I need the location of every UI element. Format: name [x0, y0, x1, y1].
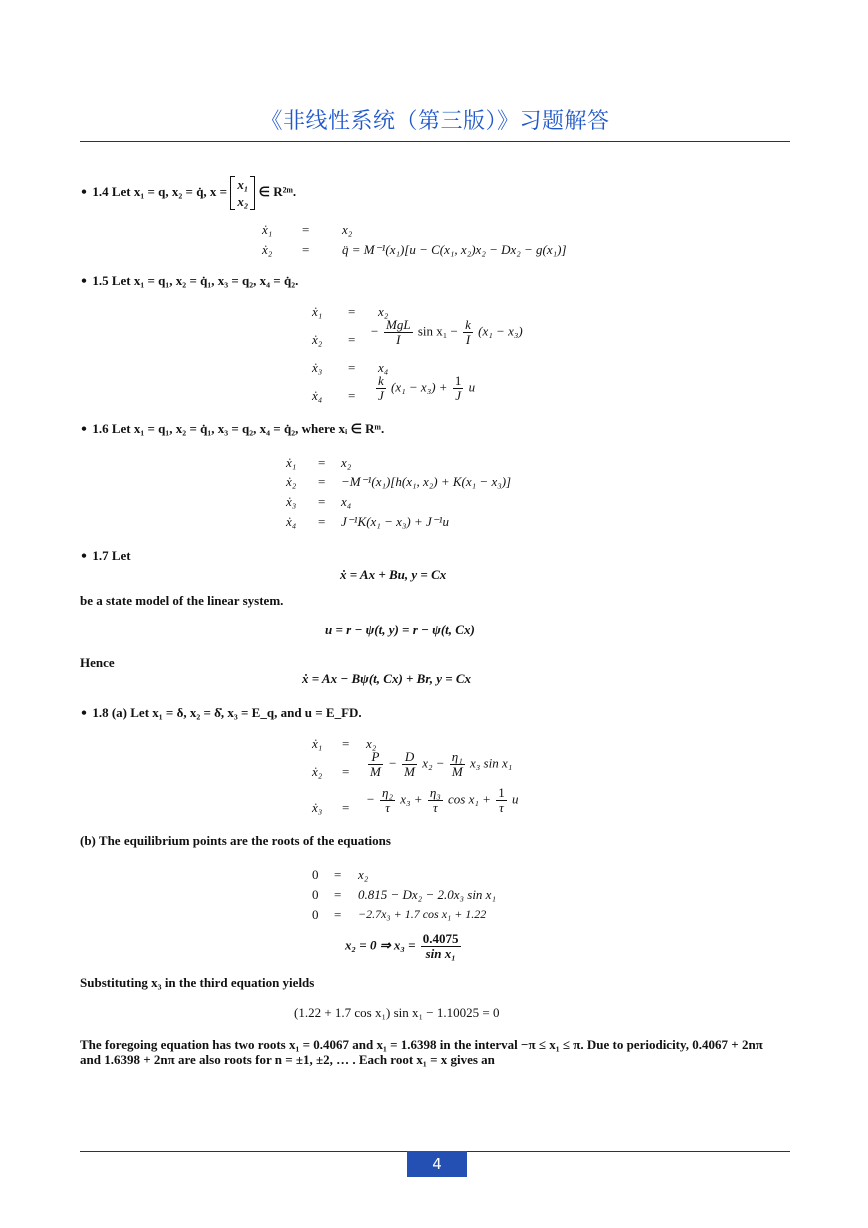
eq-1-6-1-lhs: ẋ₁ — [286, 455, 297, 470]
bullet-icon: • — [80, 273, 93, 288]
denominator: sin x₁ — [425, 946, 456, 961]
numerator: η₁ — [451, 749, 463, 764]
numerator: 0.4075 — [422, 931, 459, 946]
eq-1-8b-1-lhs: 0 — [312, 867, 319, 882]
eq-1-6-4-lhs: ẋ₄ — [286, 514, 297, 529]
eq-1-7-input: u = r − ψ(t, y) = r − ψ(t, Cx) — [325, 622, 475, 637]
eq-1-5-4-rhs — [374, 374, 475, 403]
denominator: I — [396, 332, 401, 347]
state-vector-matrix — [230, 176, 255, 210]
fraction — [384, 318, 413, 347]
eq-1-4-2-lhs: ẋ₂ — [262, 242, 273, 257]
numerator: k — [465, 317, 471, 332]
eq-1-8b-3-rel: = — [334, 907, 342, 922]
eq-1-5-2-rel: = — [348, 332, 356, 347]
eq-1-8-2-lhs: ẋ₂ — [312, 764, 323, 779]
fraction — [421, 932, 461, 961]
minus-sign: − — [370, 323, 379, 339]
eq-1-8b-1-rel: = — [334, 867, 342, 882]
numerator: D — [402, 750, 417, 765]
eq-1-4-1-lhs: ẋ₁ — [262, 222, 273, 237]
term-text: − — [388, 755, 397, 771]
minus-sign: − — [366, 791, 375, 807]
eq-1-6-2-lhs: ẋ₂ — [286, 474, 297, 489]
numerator: k — [378, 373, 384, 388]
problem-1-7-text1: be a state model of the linear system. — [80, 593, 284, 608]
fraction — [402, 750, 417, 779]
eq-1-6-1-rel: = — [318, 455, 326, 470]
problem-1-8-sub-text: Substituting x₃ in the third equation yields — [80, 975, 315, 990]
eq-1-8b-1-rhs: x₂ — [358, 867, 369, 882]
eq-1-4-2-rhs: q̈ = M⁻¹(x₁)[u − C(x₁, x₂)x₂ − Dx₂ − g(x₁)] — [342, 242, 567, 257]
eq-1-7-closed-loop: ẋ = Ax − Bψ(t, Cx) + Br, y = Cx — [302, 671, 472, 686]
eq-1-8-implication — [345, 932, 463, 961]
eq-1-8-2-rhs — [366, 750, 512, 779]
numerator: P — [368, 750, 383, 765]
numerator: 1 — [498, 785, 505, 800]
fraction — [380, 786, 395, 815]
term-text: u — [468, 379, 476, 395]
eq-1-4-1-rel: = — [302, 222, 310, 237]
problem-1-5-intro-text: 1.5 Let x₁ = q₁, x₂ = q̇₁, x₃ = q₂, x₄ = q̇₂. — [92, 273, 299, 288]
problem-1-7-intro-text: 1.7 Let — [92, 548, 131, 563]
bullet-icon: • — [80, 421, 93, 436]
eq-1-6-2-rel: = — [318, 474, 326, 489]
bullet-icon: • — [80, 183, 93, 199]
term-text: u — [511, 791, 519, 807]
term-text: x₂ − — [422, 755, 445, 771]
fraction — [428, 786, 443, 815]
eq-1-8-3-rel: = — [342, 800, 350, 815]
eq-1-5-4-lhs: ẋ₄ — [312, 388, 323, 403]
eq-1-6-4-rhs: J⁻¹K(x₁ − x₃) + J⁻¹u — [341, 514, 450, 529]
fraction — [496, 786, 507, 815]
fraction — [376, 374, 386, 403]
problem-1-5-intro — [80, 273, 298, 289]
term-text: (x₁ − x₃) — [478, 323, 523, 339]
denominator: I — [465, 332, 471, 347]
problem-1-8-b-text: (b) The equilibrium points are the roots of the equations — [80, 833, 391, 848]
denominator: M — [451, 764, 463, 779]
matrix-entry-x1: x₁ — [237, 177, 249, 192]
eq-1-8-1-rel: = — [342, 736, 350, 751]
eq-1-8-3-rhs — [366, 786, 518, 815]
page-number: 4 — [407, 1151, 467, 1177]
eq-1-6-1-rhs: x₂ — [341, 455, 352, 470]
eq-1-8b-2-rel: = — [334, 887, 342, 902]
problem-1-4-intro-end: ∈ R²ᵐ. — [258, 183, 297, 199]
term-text: x₂ = 0 ⇒ x₃ = — [345, 937, 416, 953]
eq-1-8-1-lhs: ẋ₁ — [312, 736, 323, 751]
eq-1-6-3-lhs: ẋ₃ — [286, 494, 297, 509]
denominator: J — [378, 388, 384, 403]
fraction — [368, 750, 383, 779]
eq-1-6-3-rel: = — [318, 494, 326, 509]
problem-1-7-text2: Hence — [80, 655, 115, 670]
eq-1-8-2-rel: = — [342, 764, 350, 779]
eq-1-5-4-rel: = — [348, 388, 356, 403]
bullet-icon: • — [80, 548, 93, 563]
problem-1-4-intro — [80, 176, 296, 210]
problem-1-4-intro-text: 1.4 Let x₁ = q, x₂ = q̇, x = — [92, 183, 228, 199]
denominator: M — [370, 764, 381, 779]
eq-1-5-2-rhs — [370, 318, 523, 347]
eq-1-6-2-rhs: −M⁻¹(x₁)[h(x₁, x₂) + K(x₁ − x₃)] — [341, 474, 512, 489]
fraction — [450, 750, 465, 779]
eq-1-5-3-lhs: ẋ₃ — [312, 360, 323, 375]
eq-1-5-3-rel: = — [348, 360, 356, 375]
eq-1-8b-3-lhs: 0 — [312, 907, 319, 922]
matrix-entry-x2: x₂ — [237, 194, 249, 209]
term-text: x₃ + — [400, 791, 423, 807]
problem-1-8-paragraph: The foregoing equation has two roots x₁ = 0.4067 and x₁ = 1.6398 in the interval −π ≤ x₁ ≤ π. Due to periodicity, 0.4067 + 2nπ and 1.6398 + 2nπ are also roots for n = ±1, ±2, … . Each root x₁ = x gives an — [80, 1037, 763, 1067]
numerator: η₃ — [429, 785, 441, 800]
eq-1-6-3-rhs: x₄ — [341, 494, 352, 509]
eq-1-5-1-rel: = — [348, 304, 356, 319]
eq-1-8b-3-rhs: −2.7x₃ + 1.7 cos x₁ + 1.22 — [358, 907, 487, 921]
denominator: τ — [385, 800, 390, 815]
eq-1-8-1-rhs: x₂ — [366, 736, 377, 751]
problem-1-8-intro-text: 1.8 (a) Let x₁ = δ, x₂ = δ̇, x₃ = E_q, and u = E_FD. — [92, 705, 362, 720]
eq-1-8-final: (1.22 + 1.7 cos x₁) sin x₁ − 1.10025 = 0 — [294, 1005, 500, 1020]
eq-1-8b-2-rhs: 0.815 − Dx₂ − 2.0x₃ sin x₁ — [358, 887, 496, 902]
eq-1-4-2-rel: = — [302, 242, 310, 257]
denominator: J — [455, 388, 461, 403]
numerator: η₂ — [382, 785, 393, 800]
term-text: x₃ sin x₁ — [470, 755, 513, 771]
term-text: sin x₁ − — [417, 323, 458, 339]
header-divider — [80, 141, 790, 142]
numerator: 1 — [454, 373, 462, 388]
eq-1-6-4-rel: = — [318, 514, 326, 529]
term-text: cos x₁ + — [448, 791, 491, 807]
denominator: τ — [499, 800, 504, 815]
denominator: M — [404, 764, 415, 779]
problem-1-7-intro — [80, 548, 131, 564]
eq-1-5-1-lhs: ẋ₁ — [312, 304, 323, 319]
fraction — [463, 318, 473, 347]
eq-1-4-1-rhs: x₂ — [342, 222, 353, 237]
eq-1-7-state-model: ẋ = Ax + Bu, y = Cx — [340, 567, 447, 582]
eq-1-8-3-lhs: ẋ₃ — [312, 800, 323, 815]
page-header-title: 《非线性系统（第三版）》习题解答 — [260, 109, 610, 134]
problem-1-6-intro-text: 1.6 Let x₁ = q₁, x₂ = q̇₁, x₃ = q₂, x₄ = q̇₂, where xᵢ ∈ Rᵐ. — [92, 421, 385, 436]
eq-1-8b-2-lhs: 0 — [312, 887, 319, 902]
bullet-icon: • — [80, 705, 93, 720]
problem-1-6-intro — [80, 421, 384, 437]
denominator: τ — [432, 800, 438, 815]
eq-1-5-2-lhs: ẋ₂ — [312, 332, 323, 347]
eq-1-5-3-rhs: x₄ — [378, 360, 389, 375]
term-text: (x₁ − x₃) + — [391, 379, 448, 395]
problem-1-8-intro — [80, 705, 362, 721]
fraction — [453, 374, 464, 403]
numerator: MgL — [386, 317, 411, 332]
eq-1-5-1-rhs: x₂ — [378, 304, 389, 319]
